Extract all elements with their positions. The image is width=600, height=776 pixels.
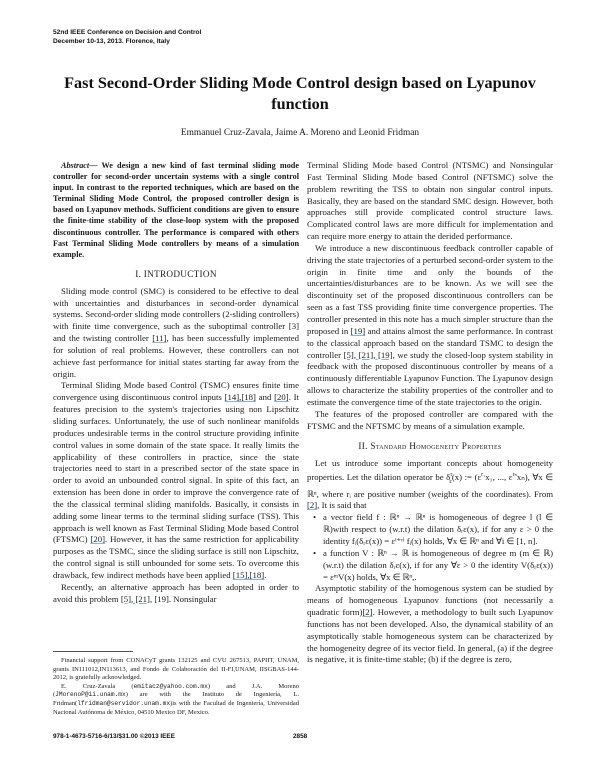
paper-authors: Emmanuel Cruz-Zavala, Jaime A. Moreno and Leonid Fridman xyxy=(180,128,420,138)
email-link[interactable]: JMorenoP@ii.unam.mx xyxy=(55,691,126,699)
definition-function: • a function V : ℝⁿ → ℝ is homogeneous of degree m (m ∈ ℝ) (w.r.t) the dilation δᵣε(x), if for any ∀ε > 0 the identity V(δᵣε(x)) = εᵐV(x) holds, ∀x ∈ ℝⁿ,. xyxy=(323,548,553,584)
intro-paragraph-3-start: Recently, an alternative approach has been adopted in order to avoid this problem [5], [21], [19]. Nonsingular xyxy=(53,581,299,604)
citation-link[interactable]: [14],[18] xyxy=(224,392,256,403)
homogeneity-paragraph-2: Asymptotic stability of the homogenous system can be studied by means of homogeneous Lyapunov functions (not necessarily a quadratic form)[2]. However, a methodology to built such Lyapunov functions has not been developed. Also, the dynamical stability of an asymptotically stable homogeneous system can be characterized by the homogeneity degree of its vector field. In general, (a) if the degree is negative, it is finite-time stable; (b) if the degree is zero, xyxy=(307,583,553,665)
conference-date-place: December 10-13, 2013. Florence, Italy xyxy=(53,38,170,45)
footnotes xyxy=(53,657,299,717)
citation-link[interactable]: [2] xyxy=(307,500,318,511)
citation-link[interactable]: [20] xyxy=(90,534,106,545)
right-column xyxy=(307,160,553,666)
abstract-text: We design a new kind of fast terminal sliding mode controller for second-order uncertain systems with a single control input. In contrast to the reported techniques, which are based on the Terminal Sliding Mode Control, the proposed controller design is based on Lyapunov methods. Sufficient conditions are given to ensure the finite-time stability of the close-loop system with the proposed discontinuous controller. The performance is compared with others Fast Terminal Sliding Mode controllers by means of a simulation example. xyxy=(53,161,299,259)
definition-vector-field: • a vector field f : ℝⁿ → ℝⁿ is homogeneous of degree l (l ∈ ℝ)with respect to (w.r.t) the dilation δᵣε(x), if for any ε > 0 the identity fᵢ(δᵣε(x)) = εˡ⁺ʳⁱ fᵢ(x) holds, ∀x ∈ ℝⁿ and ∀i ∈ [1, n]. xyxy=(323,512,553,548)
conference-header xyxy=(53,28,201,46)
footnote-divider xyxy=(53,651,133,652)
citation-link[interactable]: [19] xyxy=(350,325,366,336)
intro-paragraph-2: Terminal Sliding Mode based Control (TSMC) ensures finite time convergence using discontinuous control inputs [14],[18] and [20]. It features precision to the system's trajectories using non Lipschitz sliding surfaces. Unfortunately, the use of such nonlinear manifolds produces undesirable terms in the control structure providing infinite control values in some domain of the state space. It really limits the applicability of these controllers in practice, since the state trajectories need to start in a prescribed sector of the state space in order to avoid an unbounded control signal. In spite of this fact, an extension has been done in order to improve the convergence rate of the the classical terminal sliding manifolds. Basically, it consists in adding some linear terms to the terminal sliding surface (TSS). This approach is well known as Fast Terminal Sliding Mode based Control (FTSMC) [20]. However, it has the same restriction for applicability purposes as the TSMC, since the sliding surface is still non Lipschitz, the control signal is still unbounded for some sets. To overcome this drawback, few indirect methods have been applied [15],[18]. xyxy=(53,380,299,580)
intro-paragraph-3-cont: Terminal Sliding Mode based Control (NTSMC) and Nonsingular Fast Terminal Sliding Mode based Control (NFTSMC) solve the problem rewriting the TSS to obtain non singular control inputs. Basically, they are based on the standard SMC design. However, both approaches still provide complicated control structure laws. Complicated control laws are more difficult for implementation and can require more energy to attain the derided performance. xyxy=(307,160,553,242)
citation-link[interactable]: [11] xyxy=(152,333,167,344)
citation-link[interactable]: [5], [21] xyxy=(120,593,150,604)
homogeneity-paragraph-1: Let us introduce some important concepts about homogeneity properties. Let the dilation operator be $\delta^r_\varepsilon(x)$ := ($\varepsilon^{r_1}x_1$, ..., $\varepsilon^{r_n}x_n$), ∀x ∈ ℝⁿ, where rᵢ are positive number (weights of the coordinates). From [2], It is said that xyxy=(307,458,553,511)
citation-link[interactable]: [15],[18] xyxy=(232,569,265,580)
section-heading-homogeneity: II. Standard Homogeneity Properties xyxy=(358,441,502,452)
email-link[interactable]: emitacz@yahoo.com.mx xyxy=(133,682,208,690)
page-number: 2858 xyxy=(293,733,308,740)
citation-link[interactable]: [2] xyxy=(362,607,373,618)
funding-footnote: Financial support from CONACyT grants 132125 and CVU 267513, PAPIIT, UNAM, grants IN111012,IN113613, and Fondo de Colaboración del II-FI,UNAM, IISGBAS-144-2012, is gratefully acknowledged. xyxy=(53,657,299,682)
email-link[interactable]: lfridman@servidor.unam.mx xyxy=(77,699,171,707)
definition-list xyxy=(307,512,553,583)
section-heading-introduction: I. INTRODUCTION xyxy=(135,268,217,279)
footer-isbn: 978-1-4673-5716-6/13/$31.00 ©2013 IEEE xyxy=(53,733,175,740)
left-column xyxy=(53,160,299,605)
intro-paragraph-5: The features of the proposed controller are compared with the FTSMC and the NFTSMC by means of a simulation example. xyxy=(307,408,553,431)
citation-link[interactable]: [20] xyxy=(274,392,289,403)
paper-title: Fast Second-Order Sliding Mode Control design based on Lyapunov function xyxy=(64,74,536,113)
abstract: Abstract— We design a new kind of fast terminal sliding mode controller for second-order uncertain systems with a single control input. In contrast to the reported techniques, which are based on the Terminal Sliding Mode Control, the proposed controller design is based on Lyapunov methods. Sufficient conditions are given to ensure the finite-time stability of the close-loop system with the proposed discontinuous controller. The performance is compared with others Fast Terminal Sliding Mode controllers by means of a simulation example. xyxy=(53,161,299,259)
intro-paragraph-1: Sliding mode control (SMC) is considered to be effective to deal with uncertainties and disturbances in second-order dynamical systems. Second-order sliding mode controllers (2-sliding controllers) with finite time convergence, such as the suboptimal controller [3] and the twisting controller [11], has been successfully implemented for solution of real problems. However, these controllers can not achieve fast performance for initial states starting far away from the origin. xyxy=(53,285,299,379)
intro-paragraph-4: We introduce a new discontinuous feedback controller capable of driving the state trajectories of a perturbed second-order system to the origin in finite time and only the bounds of the uncertainties/disturbances are to be known. As we will see the discontinuity set of the proposed discontinuous controllers can be seen as a fast TSS providing finite time convergence properties. The controller presented in this note has a much simpler structure than the proposed in [19] and attains almost the same performance. In contrast to the classical approach based on the standard TSMC to design the controller [5], [21], [19], we study the closed-loop system stability in feedback with the proposed discontinuous controller by means of a continuously differentiable Lyapunov Function. The Lyapunov design allows to characterize the stability properties of the controller and to estimate the convergence time of the state trajectories to the origin. xyxy=(307,242,554,407)
citation-link[interactable]: [5], [21], [19] xyxy=(343,349,393,360)
affiliation-footnote: E. Cruz-Zavala (emitacz@yahoo.com.mx) and J.A. Moreno (JMorenoP@ii.unam.mx) are with the Instituto de Ingeniería, L. Fridman(lfridman@servidor.unam.mx)is with the Facultad de Ingeniería, Universidad Nacional Autónoma de México, 04510 Mexico DF, Mexico. xyxy=(53,682,299,716)
conference-name: 52nd IEEE Conference on Decision and Control xyxy=(53,29,202,36)
abstract-label: Abstract xyxy=(61,161,90,170)
